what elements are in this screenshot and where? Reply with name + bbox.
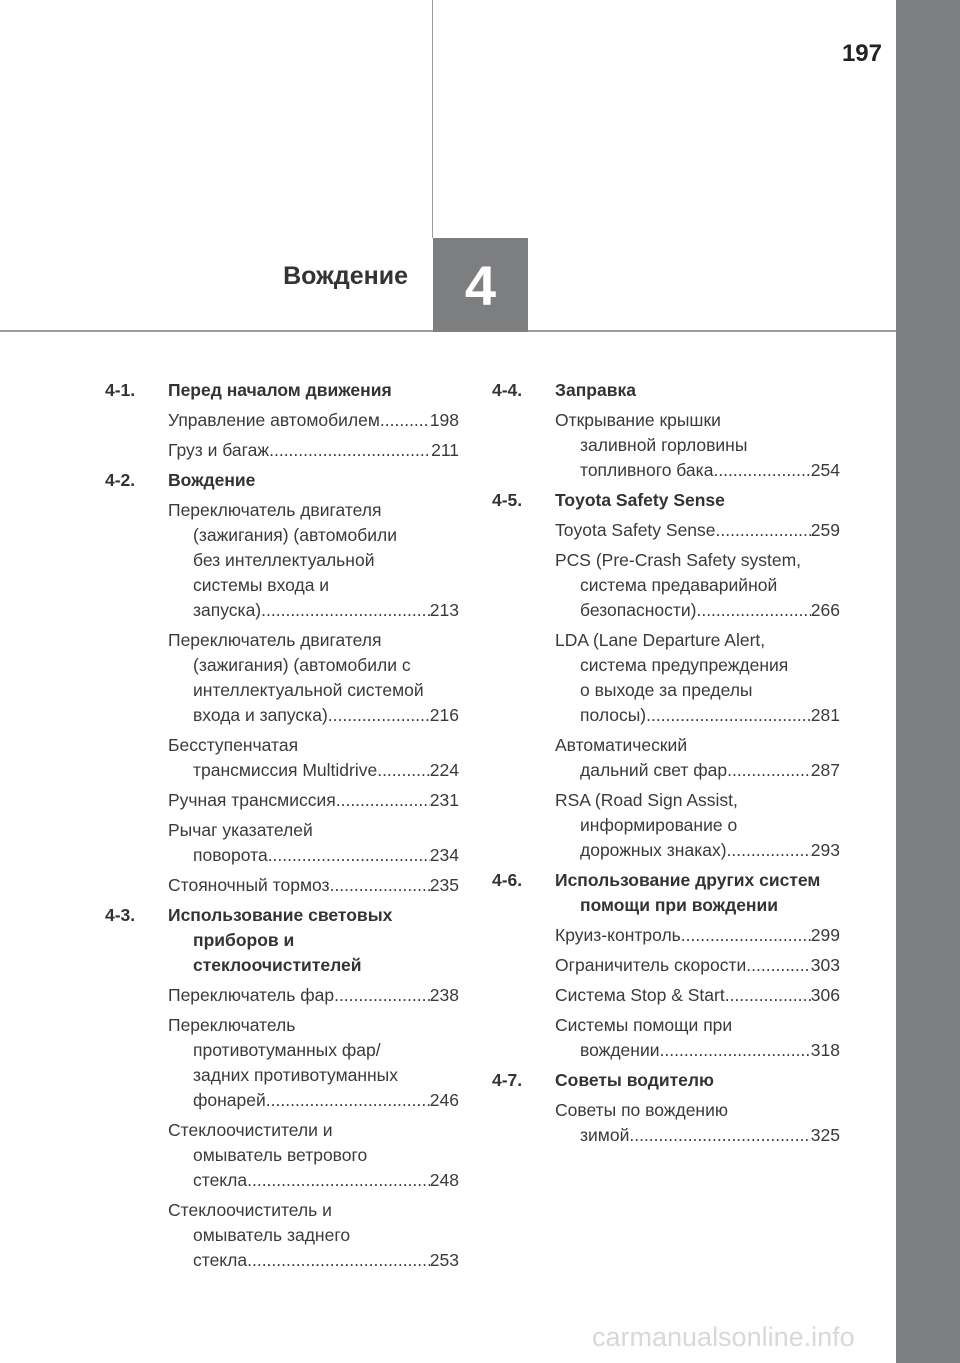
toc-entry[interactable]	[492, 983, 840, 1008]
entry-page-number: 216	[429, 705, 459, 725]
section-heading[interactable]	[492, 488, 840, 513]
entry-last-line	[555, 518, 840, 543]
dot-leader	[713, 458, 810, 483]
vertical-divider	[432, 0, 433, 238]
entry-page-number: 259	[810, 520, 840, 540]
section-title-line: стеклоочистителей	[193, 955, 362, 975]
entry-last-line	[555, 953, 840, 978]
toc-section	[492, 488, 840, 863]
entry-text-line: входа и запуска)	[193, 705, 328, 725]
entry-last-line	[168, 1248, 459, 1273]
entry-page-number: 306	[810, 985, 840, 1005]
section-title-line: приборов и	[193, 930, 295, 950]
entry-page-number: 198	[429, 410, 459, 430]
entry-text-line: система предупреждения	[580, 655, 789, 675]
entry-page-number: 213	[429, 600, 459, 620]
chapter-number-box: 4	[433, 238, 528, 332]
entry-text-line: Управление автомобилем	[168, 410, 380, 430]
watermark: carmanualsonline.info	[592, 1322, 855, 1352]
toc-left-column	[105, 378, 459, 1278]
entry-page-number: 224	[429, 760, 459, 780]
entry-text-line: Груз и багаж	[168, 440, 270, 460]
section-title	[555, 1068, 840, 1093]
entry-text-line: Toyota Safety Sense	[555, 520, 716, 540]
entry-text-line: Стеклоочиститель и	[168, 1200, 332, 1220]
entry-page-number: 246	[429, 1090, 459, 1110]
entry-page-number: 266	[810, 600, 840, 620]
entry-last-line	[168, 1168, 459, 1193]
entry-text-line: без интеллектуальной	[193, 550, 375, 570]
entry-text-line: Система Stop & Start	[555, 985, 725, 1005]
entry-text-line: интеллектуальной системой	[193, 680, 424, 700]
toc-entry[interactable]	[105, 873, 459, 898]
section-title-line: Toyota Safety Sense	[555, 490, 725, 510]
entry-text-line: информирование о	[580, 815, 738, 835]
section-number: 4-5.	[492, 490, 523, 510]
entry-text-line: система предаварийной	[580, 575, 778, 595]
toc-right-column	[492, 378, 840, 1153]
entry-text-line: Бесступенчатая	[168, 735, 299, 755]
entry-text-line: Переключатель двигателя	[168, 630, 382, 650]
entry-text-line: Круиз-контроль	[555, 925, 681, 945]
entry-last-line	[555, 1038, 840, 1063]
entry-text-line: Переключатель двигателя	[168, 500, 382, 520]
entry-text-line: PCS (Pre-Crash Safety system,	[555, 550, 802, 570]
chapter-title: Вождение	[283, 262, 408, 290]
entry-page-number: 234	[429, 845, 459, 865]
entry-text-line: трансмиссия Multidrive	[193, 760, 378, 780]
toc-entry[interactable]	[492, 1013, 840, 1063]
dot-leader	[746, 953, 811, 978]
entry-last-line	[168, 758, 459, 783]
entry-last-line	[168, 983, 459, 1008]
entry-page-number: 299	[810, 925, 840, 945]
toc-entry[interactable]	[105, 1198, 459, 1273]
section-title-line: Советы водителю	[555, 1070, 714, 1090]
toc-entry[interactable]	[492, 628, 840, 728]
entry-text-line: омыватель ветрового	[193, 1145, 368, 1165]
dot-leader	[681, 923, 811, 948]
entry-last-line	[555, 838, 840, 863]
toc-entry[interactable]	[492, 548, 840, 623]
dot-leader	[247, 1168, 430, 1193]
entry-text-line: о выходе за пределы	[580, 680, 753, 700]
entry-text-line: зимой	[580, 1125, 630, 1145]
toc-entry[interactable]	[492, 733, 840, 783]
entry-page-number: 303	[810, 955, 840, 975]
dot-leader	[261, 598, 430, 623]
entry-text-line: поворота	[193, 845, 268, 865]
section-number: 4-2.	[105, 470, 136, 490]
section-title	[168, 378, 459, 403]
entry-page-number: 281	[810, 705, 840, 725]
section-heading[interactable]	[105, 378, 459, 403]
section-heading[interactable]	[492, 378, 840, 403]
entry-last-line	[168, 703, 459, 728]
entry-last-line	[555, 703, 840, 728]
section-title-line: помощи при вождении	[580, 895, 779, 915]
dot-leader	[247, 1248, 430, 1273]
section-title-line: Использование других систем	[555, 870, 821, 890]
entry-page-number: 235	[429, 875, 459, 895]
toc-entry[interactable]	[492, 953, 840, 978]
entry-text-line: задних противотуманных	[193, 1065, 399, 1085]
entry-text-line: стекла	[193, 1250, 248, 1270]
entry-page-number: 253	[429, 1250, 459, 1270]
toc-entry[interactable]	[492, 923, 840, 948]
entry-last-line	[555, 923, 840, 948]
dot-leader	[725, 983, 811, 1008]
toc-entry[interactable]	[105, 438, 459, 463]
entry-last-line	[168, 438, 459, 463]
entry-page-number: 325	[810, 1125, 840, 1145]
entry-text-line: фонарей	[193, 1090, 266, 1110]
toc-entry[interactable]	[105, 1013, 459, 1113]
entry-text-line: вождении	[580, 1040, 660, 1060]
entry-text-line: противотуманных фар/	[193, 1040, 381, 1060]
toc-entry[interactable]	[105, 788, 459, 813]
section-number: 4-1.	[105, 380, 136, 400]
entry-page-number: 248	[429, 1170, 459, 1190]
section-number: 4-3.	[105, 905, 136, 925]
section-title	[555, 868, 840, 918]
dot-leader	[660, 1038, 811, 1063]
section-heading[interactable]	[492, 1068, 840, 1093]
toc-entry[interactable]	[105, 983, 459, 1008]
dot-leader	[629, 1123, 810, 1148]
toc-entry[interactable]	[105, 1118, 459, 1193]
entry-text-line: LDA (Lane Departure Alert,	[555, 630, 766, 650]
entry-page-number: 287	[810, 760, 840, 780]
section-title	[168, 903, 459, 978]
entry-page-number: 238	[429, 985, 459, 1005]
entry-last-line	[555, 1123, 840, 1148]
entry-text-line: Открывание крышки	[555, 410, 721, 430]
dot-leader	[269, 438, 431, 463]
toc-entry[interactable]	[492, 788, 840, 863]
entry-text-line: заливной горловины	[580, 435, 748, 455]
toc-entry[interactable]	[105, 818, 459, 868]
toc-section	[492, 1068, 840, 1148]
entry-last-line	[168, 598, 459, 623]
entry-text-line: топливного бака	[580, 460, 714, 480]
entry-page-number: 318	[810, 1040, 840, 1060]
entry-page-number: 231	[429, 790, 459, 810]
toc-entry[interactable]	[492, 408, 840, 483]
dot-leader	[336, 788, 430, 813]
entry-page-number: 254	[810, 460, 840, 480]
dot-leader	[377, 758, 430, 783]
chapter-sidebar-tab	[896, 0, 960, 1363]
toc-entry[interactable]	[105, 628, 459, 728]
entry-text-line: Ручная трансмиссия	[168, 790, 336, 810]
section-number: 4-6.	[492, 870, 523, 890]
section-title-line: Вождение	[168, 470, 256, 490]
section-title	[555, 378, 840, 403]
dot-leader	[266, 1088, 430, 1113]
dot-leader	[646, 703, 811, 728]
entry-last-line	[168, 1088, 459, 1113]
entry-text-line: Стеклоочистители и	[168, 1120, 333, 1140]
dot-leader	[727, 838, 811, 863]
entry-page-number: 211	[431, 440, 459, 460]
section-title	[168, 468, 459, 493]
entry-last-line	[168, 408, 459, 433]
entry-text-line: полосы)	[580, 705, 647, 725]
section-title-line: Перед началом движения	[168, 380, 392, 400]
toc-section	[105, 378, 459, 463]
toc-entry[interactable]	[105, 733, 459, 783]
toc-section	[492, 868, 840, 1063]
entry-text-line: Ограничитель скорости	[555, 955, 747, 975]
dot-leader	[268, 843, 430, 868]
entry-text-line: дорожных знаках)	[580, 840, 727, 860]
entry-text-line: безопасности)	[580, 600, 697, 620]
entry-text-line: Переключатель фар	[168, 985, 335, 1005]
entry-text-line: Системы помощи при	[555, 1015, 733, 1035]
dot-leader	[328, 703, 430, 728]
dot-leader	[696, 598, 810, 623]
toc-section	[105, 903, 459, 1273]
entry-last-line	[168, 843, 459, 868]
entry-text-line: запуска)	[193, 600, 262, 620]
entry-last-line	[555, 458, 840, 483]
entry-text-line: системы входа и	[193, 575, 330, 595]
page-number: 197	[841, 40, 882, 67]
entry-text-line: стекла	[193, 1170, 248, 1190]
toc-section	[492, 378, 840, 483]
toc-entry[interactable]	[105, 498, 459, 623]
entry-last-line	[555, 758, 840, 783]
toc-entry[interactable]	[492, 518, 840, 543]
dot-leader	[334, 983, 430, 1008]
entry-text-line: дальний свет фар	[580, 760, 728, 780]
entry-last-line	[555, 983, 840, 1008]
entry-text-line: (зажигания) (автомобили с	[193, 655, 411, 675]
entry-page-number: 293	[810, 840, 840, 860]
entry-text-line: Стояночный тормоз	[168, 875, 330, 895]
entry-text-line: Переключатель	[168, 1015, 296, 1035]
section-number: 4-4.	[492, 380, 523, 400]
dot-leader	[727, 758, 811, 783]
toc-section	[105, 468, 459, 898]
dot-leader	[716, 518, 811, 543]
entry-text-line: (зажигания) (автомобили	[193, 525, 397, 545]
dot-leader	[330, 873, 430, 898]
section-heading[interactable]	[105, 903, 459, 978]
section-title-line: Использование световых	[168, 905, 393, 925]
toc-entry[interactable]	[105, 408, 459, 433]
section-heading[interactable]	[105, 468, 459, 493]
entry-text-line: RSA (Road Sign Assist,	[555, 790, 738, 810]
entry-text-line: омыватель заднего	[193, 1225, 351, 1245]
section-heading[interactable]	[492, 868, 840, 918]
entry-last-line	[168, 788, 459, 813]
entry-last-line	[555, 598, 840, 623]
section-number: 4-7.	[492, 1070, 523, 1090]
entry-text-line: Советы по вождению	[555, 1100, 729, 1120]
dot-leader	[380, 408, 430, 433]
section-title	[555, 488, 840, 513]
entry-text-line: Рычаг указателей	[168, 820, 313, 840]
toc-entry[interactable]	[492, 1098, 840, 1148]
entry-last-line	[168, 873, 459, 898]
entry-text-line: Автоматический	[555, 735, 688, 755]
section-title-line: Заправка	[555, 380, 636, 400]
